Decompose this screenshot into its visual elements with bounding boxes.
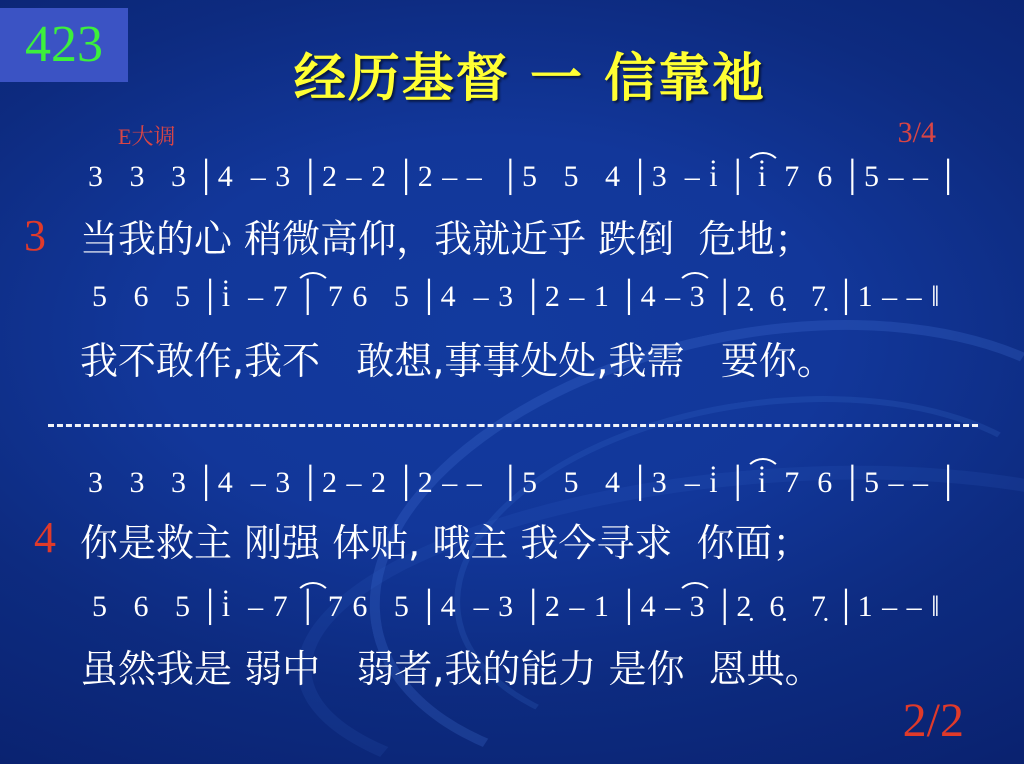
- lyrics-line: 当我的心 稍微高仰，我就近乎 跌倒 危地；: [80, 217, 813, 261]
- lyrics-line: 我不敢作,我不 敢想,事事处处,我需 要你。: [80, 339, 835, 383]
- notation-line: 5 6 5 │i̇ – 7 │ 7 6 5 │4 – 3 │2 – 1 │4 – 3 │2̣ 6̣ 7̣ │1 – – ‖: [92, 590, 941, 623]
- slur-arc-icon: [676, 272, 714, 290]
- slur-arc-icon: [744, 152, 782, 170]
- verse-number-4: 4: [34, 513, 56, 562]
- verse-number-3: 3: [24, 211, 46, 260]
- hymn-number-badge: 423: [0, 8, 128, 82]
- notation-line: 3 3 3 │4 – 3 │2 – 2 │2 – – │5 5 4 │3 – i̇ │ i̇ 7 6 │5 – – │: [88, 160, 960, 193]
- key-signature-label: E大调: [118, 124, 176, 149]
- verse-divider: [48, 424, 978, 427]
- lyrics-line: 虽然我是 弱中 弱者,我的能力 是你 恩典。: [80, 647, 823, 691]
- slur-arc-icon: [294, 272, 332, 290]
- notation-line: 3 3 3 │4 – 3 │2 – 2 │2 – – │5 5 4 │3 – i̇ │ i̇ 7 6 │5 – – │: [88, 466, 960, 499]
- notation-line: 5 6 5 │i̇ – 7 │ 7 6 5 │4 – 3 │2 – 1 │4 – 3 │2̣ 6̣ 7̣ │1 – – ‖: [92, 280, 941, 313]
- slur-arc-icon: [676, 582, 714, 600]
- slur-arc-icon: [294, 582, 332, 600]
- time-signature-label: 3/4: [897, 116, 936, 149]
- page-title: 经历基督 一 信靠祂: [293, 49, 767, 109]
- lyrics-line: 你是救主 刚强 体贴, 哦主 我今寻求 你面；: [80, 521, 811, 565]
- slur-arc-icon: [744, 458, 782, 476]
- page-indicator: 2/2: [902, 694, 964, 747]
